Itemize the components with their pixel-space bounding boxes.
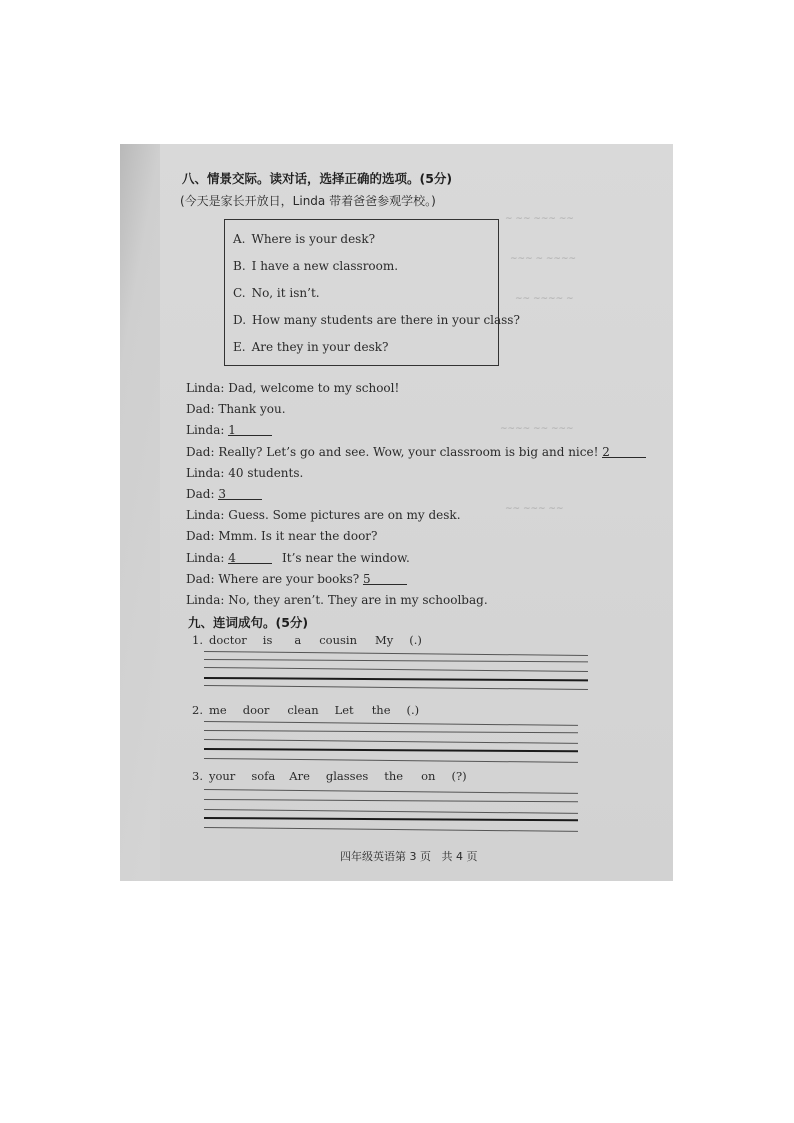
option-letter: D. (233, 313, 247, 327)
scramble-word: Let (334, 703, 354, 717)
answer-blank[interactable] (228, 551, 272, 564)
bleed-through-text: ~~ ~~~~ ~ (515, 294, 574, 304)
scramble-word: cousin (319, 633, 357, 647)
dialogue-text-after: It’s near the window. (278, 550, 410, 565)
dialogue-text: Dad: (186, 487, 219, 501)
dialogue-text: Linda: (186, 550, 229, 565)
option-text: I have a new classroom. (251, 259, 399, 273)
section-9-heading: 九、连词成句。(5分) (188, 615, 309, 630)
scramble-item-1 (192, 633, 422, 647)
writing-line[interactable] (204, 748, 578, 752)
dialogue-line (186, 529, 377, 543)
scramble-word: is (262, 633, 273, 647)
bleed-through-text: ~~~ ~ ~~~~ (510, 254, 577, 264)
blank-number: 5 (363, 571, 371, 586)
item-number: 1. (192, 633, 203, 647)
answer-blank[interactable] (218, 487, 262, 500)
answer-blank[interactable] (363, 572, 407, 585)
scramble-word: me (208, 703, 227, 717)
blank-number: 1 (228, 423, 236, 438)
answer-blank[interactable] (228, 423, 272, 436)
bleed-through-text: ~~ ~~~ ~~ (505, 504, 564, 514)
dialogue-line (186, 466, 303, 480)
dialogue-line (186, 593, 488, 607)
scramble-item-2 (192, 703, 419, 717)
writing-line[interactable] (204, 721, 578, 726)
option-1 (233, 259, 398, 273)
dialogue-text: Dad: Where are your books? (186, 571, 364, 586)
dialogue-text: Linda: (186, 423, 229, 438)
writing-line[interactable] (204, 799, 578, 802)
item-number: 2. (192, 703, 203, 717)
writing-line[interactable] (204, 758, 578, 763)
dialogue-line (186, 445, 646, 459)
option-letter: A. (233, 232, 246, 246)
blank-number: 4 (228, 550, 236, 565)
dialogue-text: Linda: Guess. Some pictures are on my desk. (186, 508, 461, 523)
footer-total: 共 4 页 (441, 850, 478, 863)
dialogue-line (186, 487, 262, 501)
dialogue-line (186, 551, 410, 565)
scramble-word: clean (287, 703, 319, 717)
answer-blank[interactable] (602, 445, 646, 458)
paper-sheet (160, 144, 673, 881)
option-text: No, it isn’t. (251, 286, 320, 300)
writing-line[interactable] (204, 667, 588, 672)
section-8-heading: 八、情景交际。读对话，选择正确的选项。(5分) (182, 171, 453, 186)
option-0 (233, 232, 375, 246)
scramble-word: door (242, 703, 270, 717)
dialogue-text: Linda: No, they aren’t. They are in my schoolbag. (186, 593, 488, 607)
writing-line[interactable] (204, 730, 578, 733)
dialogue-text: Linda: Dad, welcome to my school! (186, 381, 400, 395)
writing-line[interactable] (204, 685, 588, 690)
writing-line[interactable] (204, 739, 578, 744)
dialogue-line (186, 572, 407, 586)
blank-number: 3 (218, 487, 226, 501)
page-footer (340, 848, 478, 864)
option-text: How many students are there in your class? (252, 313, 520, 327)
writing-line[interactable] (204, 809, 578, 814)
scramble-item-3 (192, 769, 467, 783)
item-number: 3. (192, 769, 203, 783)
scramble-word: the (371, 703, 391, 717)
option-text: Where is your desk? (251, 232, 376, 246)
section-8-note: (今天是家长开放日，Linda 带着爸爸参观学校。) (180, 194, 436, 208)
option-3 (233, 313, 520, 327)
scramble-word: sofa (251, 769, 276, 783)
blank-number: 2 (602, 444, 610, 459)
writing-line[interactable] (204, 659, 588, 662)
option-4 (233, 340, 388, 354)
writing-line[interactable] (204, 817, 578, 821)
option-letter: B. (233, 259, 246, 273)
scramble-word: (?) (451, 769, 467, 783)
scramble-word: on (421, 769, 436, 783)
scramble-word: a (294, 633, 302, 647)
writing-line[interactable] (204, 651, 588, 656)
writing-line[interactable] (204, 677, 588, 681)
option-2 (233, 286, 320, 300)
option-text: Are they in your desk? (251, 340, 389, 354)
dialogue-line (186, 402, 286, 416)
dialogue-line (186, 508, 461, 522)
scramble-word: (.) (409, 633, 422, 647)
scramble-word: Are (289, 769, 310, 783)
scramble-word: your (208, 769, 236, 783)
writing-line[interactable] (204, 827, 578, 832)
option-letter: E. (233, 340, 246, 354)
dialogue-text: Dad: Really? Let’s go and see. Wow, your classroom is big and nice! (186, 444, 603, 459)
scramble-word: doctor (208, 633, 247, 647)
writing-line[interactable] (204, 789, 578, 794)
dialogue-line (186, 423, 272, 437)
dialogue-text: Dad: Mmm. Is it near the door? (186, 529, 378, 544)
dialogue-text: Dad: Thank you. (186, 402, 286, 417)
scramble-word: My (374, 633, 394, 647)
options-box (224, 219, 520, 366)
footer-page: 四年级英语第 3 页 (340, 850, 431, 863)
scramble-word: the (384, 769, 404, 783)
scramble-word: (.) (406, 703, 420, 717)
bleed-through-text: ~~~~ ~~ ~~~ (500, 424, 574, 434)
dialogue-line (186, 381, 399, 395)
scramble-word: glasses (325, 769, 369, 783)
dialogue-text: Linda: 40 students. (186, 465, 304, 480)
scanned-page-photo (120, 144, 673, 881)
bleed-through-text: ~ ~~ ~~~ ~~ (505, 214, 574, 224)
option-letter: C. (233, 286, 246, 300)
